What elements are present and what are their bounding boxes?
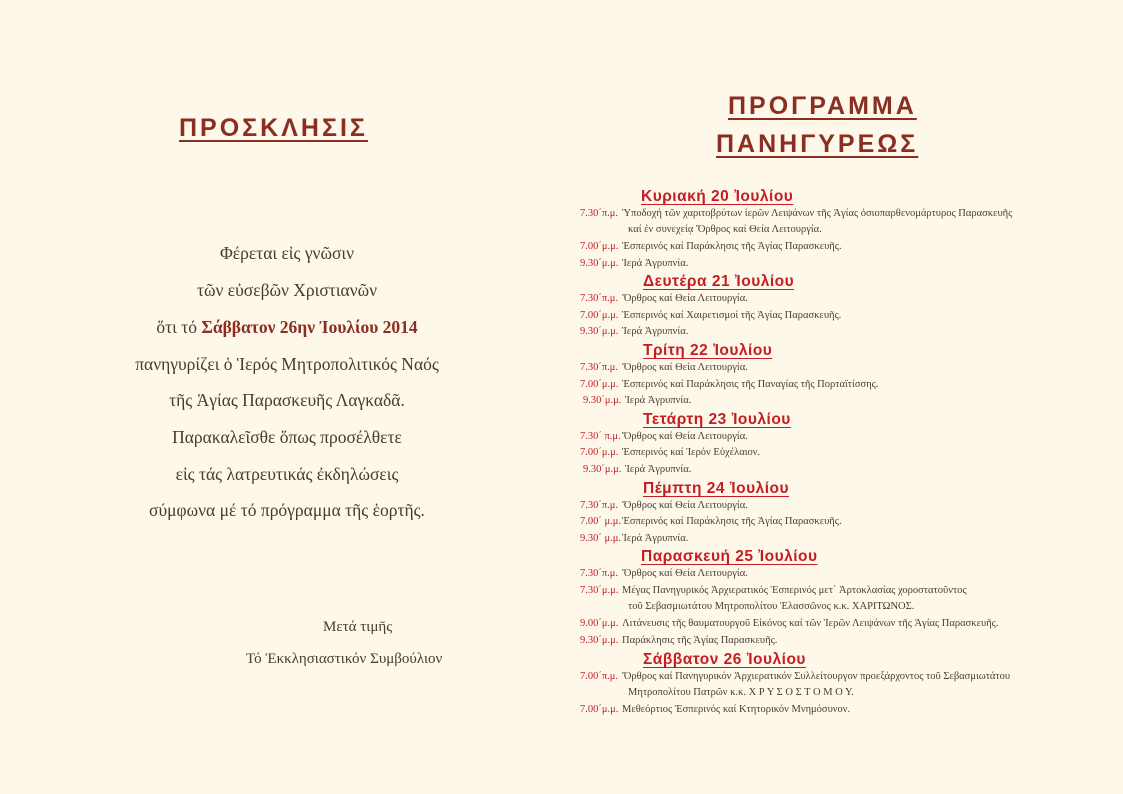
entry-text: Ἑσπερινός καί Παράκλησις τῆς Ἁγίας Παρασκευῆς. [622,241,842,252]
entry-text: Ἑσπερινός καί Παράκλησις τῆς Ἁγίας Παρασκευῆς. [622,516,842,527]
signature-text: Τό Ἐκκλησιαστικόν Συμβούλιον [246,651,443,667]
entry-text: Ἱερά Ἀγρυπνία. [622,533,689,544]
entry-time: 7.30΄π.μ. [580,500,619,511]
entry-text: Λιτάνευσις τῆς θαυματουργοῦ Εἰκόνος καί τῶν Ἱερῶν Λειψάνων τῆς Ἁγίας Παρασκευῆς. [622,618,999,629]
program-entry-continuation: καί ἐν συνεχείᾳ Ὄρθρος καί Θεία Λειτουργία. [628,224,822,235]
entry-text: Παράκλησις τῆς Ἁγίας Παρασκευῆς. [622,635,778,646]
day-heading: Πέμπτη 24 Ἰουλίου [643,480,790,497]
program-entry [580,671,1010,682]
program-entry [580,362,748,373]
feast-date: Σάββατον 26ην Ἰουλίου 2014 [201,317,418,337]
day-heading: Παρασκευή 25 Ἰουλίου [641,548,818,565]
day-heading: Τρίτη 22 Ἰουλίου [643,342,773,359]
entry-time: 9.30΄μ.μ. [583,395,622,406]
entry-text: Ἑσπερινός καί Χαιρετισμοί τῆς Ἁγίας Παρασκευῆς. [622,310,842,321]
program-entry [580,533,688,544]
entry-text: Ἱερά Ἀγρυπνία. [622,326,689,337]
entry-time: 7.00΄μ.μ. [580,704,619,715]
entry-time: 7.30΄ π.μ. [580,431,621,442]
entry-time: 7.00΄ μ.μ. [580,516,622,527]
program-entry [580,431,748,442]
entry-time: 9.30΄μ.μ. [583,464,622,475]
entry-time: 7.30΄π.μ. [580,568,619,579]
program-entry [583,395,691,406]
entry-text: Ὄρθρος καί Θεία Λειτουργία. [622,362,748,373]
program-title-line2: ΠΑΝΗΓΥΡΕΩΣ [716,130,919,158]
entry-text: Ὄρθρος καί Θεία Λειτουργία. [622,500,748,511]
entry-time: 7.00΄μ.μ. [580,241,619,252]
entry-text: Ἱερά Ἀγρυπνία. [625,464,692,475]
entry-text: Ἱερά Ἀγρυπνία. [622,258,689,269]
program-entry-continuation: τοῦ Σεβασμιωτάτου Μητροπολίτου Ἐλασσῶνος κ.κ. ΧΑΡΙΤΩΝΟΣ. [628,601,915,612]
entry-text: Ὄρθρος καί Θεία Λειτουργία. [622,431,748,442]
program-title-line1: ΠΡΟΓΡΑΜΜΑ [728,92,917,120]
entry-time: 9.30΄μ.μ. [580,326,619,337]
entry-time: 7.00΄μ.μ. [580,310,619,321]
program-entry [580,447,760,458]
invitation-line: τῶν εὐσεβῶν Χριστιανῶν [196,280,378,300]
day-heading: Σάββατον 26 Ἰουλίου [643,651,806,668]
program-entry-continuation: Μητροπολίτου Πατρῶν κ.κ. Χ Ρ Υ Σ Ο Σ Τ Ο Μ Ο Υ. [628,687,854,698]
program-entry [580,379,878,390]
closing-text: Μετά τιμῆς [323,619,393,635]
invitation-title: ΠΡΟΣΚΛΗΣΙΣ [179,114,368,142]
invitation-line [0,317,574,338]
invitation-line: εἰς τάς λατρευτικάς ἐκδηλώσεις [175,464,399,484]
program-entry [580,618,998,629]
program-entry [580,258,688,269]
program-entry [580,310,841,321]
entry-text: Ὄρθρος καί Θεία Λειτουργία. [622,568,748,579]
entry-text: Ἑσπερινός καί Ἱερόν Εὐχέλαιον. [622,447,761,458]
entry-time: 7.00΄μ.μ. [580,379,619,390]
invitation-line: πανηγυρίζει ὁ Ἱερός Μητροπολιτικός Ναός [135,354,439,374]
program-entry [580,635,777,646]
program-entry [580,293,748,304]
entry-text: Ὄρθρος καί Πανηγυρικόν Ἀρχιερατικόν Συλλείτουργον προεξάρχοντος τοῦ Σεβασμιωτάτου [622,671,1011,682]
entry-time: 9.30΄μ.μ. [580,635,619,646]
entry-text: Ὄρθρος καί Θεία Λειτουργία. [622,293,748,304]
program-entry [580,241,842,252]
entry-text: Μέγας Πανηγυρικός Ἀρχιερατικός Ἑσπερινός μετ΄ Ἀρτοκλασίας χοροστατοῦντος [622,585,967,596]
entry-text: Ὑποδοχή τῶν χαριτοβρύτων ἱερῶν Λειψάνων τῆς Ἁγίας ὁσιοπαρθενομάρτυρος Παρασκευῆς [622,208,1013,219]
day-heading: Τετάρτη 23 Ἰουλίου [643,411,791,428]
entry-text: Ἱερά Ἀγρυπνία. [625,395,692,406]
program-entry [580,326,688,337]
program-entry [580,704,850,715]
invitation-line: Φέρεται εἰς γνῶσιν [219,243,355,263]
program-entry [583,464,691,475]
entry-time: 7.30΄π.μ. [580,362,619,373]
program-entry [580,568,748,579]
entry-time: 9.00΄μ.μ. [580,618,619,629]
day-heading: Κυριακή 20 Ἰουλίου [641,188,794,205]
entry-text: Ἑσπερινός καί Παράκλησις τῆς Παναγίας τῆς Πορταϊτίσσης. [622,379,879,390]
entry-time: 9.30΄μ.μ. [580,258,619,269]
program-entry [580,516,842,527]
entry-text: Μεθεόρτιος Ἑσπερινός καί Κτητορικόν Μνημόσυνον. [622,704,851,715]
entry-time: 7.30΄μ.μ. [580,585,619,596]
day-heading: Δευτέρα 21 Ἰουλίου [643,273,795,290]
entry-time: 7.30΄π.μ. [580,293,619,304]
entry-time: 7.00΄μ.μ. [580,447,619,458]
entry-time: 7.00΄π.μ. [580,671,619,682]
entry-time: 7.30΄π.μ. [580,208,619,219]
entry-time: 9.30΄ μ.μ. [580,533,622,544]
program-entry [580,585,967,596]
invitation-line: τῆς Ἁγίας Παρασκευῆς Λαγκαδᾶ. [169,390,405,410]
invitation-line: σύμφωνα μέ τό πρόγραμμα τῆς ἑορτῆς. [149,500,425,520]
program-entry [580,208,1012,219]
program-entry [580,500,748,511]
invitation-line-prefix: ὅτι τό [156,317,197,337]
invitation-line: Παρακαλεῖσθε ὅπως προσέλθετε [172,427,402,447]
